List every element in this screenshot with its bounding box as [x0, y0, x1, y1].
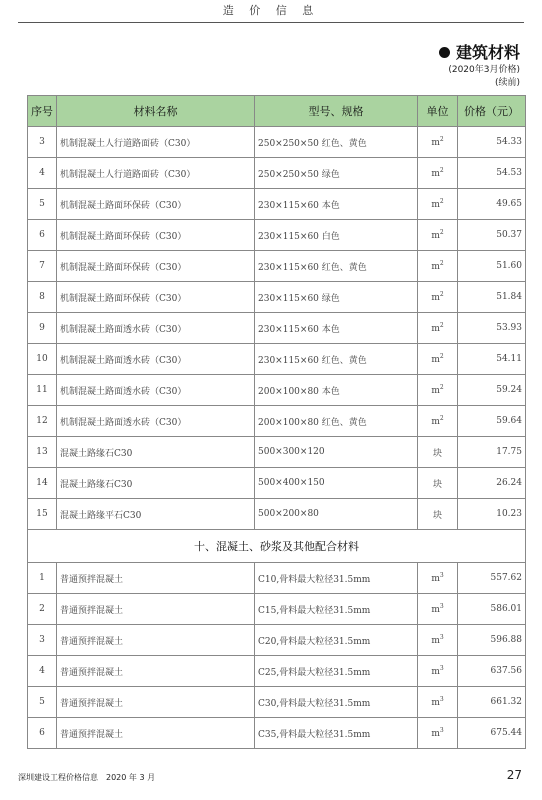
- unit-base: m: [431, 138, 440, 148]
- spec-value: 200×100×80 红色、黄色: [255, 406, 418, 437]
- unit-value: [418, 656, 458, 687]
- table-header-row: [28, 96, 526, 127]
- table-row: [28, 594, 526, 625]
- price-value: 49.65: [458, 189, 526, 220]
- unit-exponent: 2: [439, 229, 444, 236]
- material-name: 机制混凝土路面环保砖（C30）: [57, 189, 255, 220]
- table-row: [28, 468, 526, 499]
- unit-value: [418, 718, 458, 749]
- unit-base: 块: [432, 448, 442, 459]
- spec-value: 230×115×60 本色: [255, 313, 418, 344]
- unit-value: [418, 687, 458, 718]
- row-number: 13: [28, 437, 57, 468]
- row-number: 1: [28, 563, 57, 594]
- column-header-spec: 型号、规格: [255, 96, 418, 127]
- material-name: 机制混凝土路面透水砖（C30）: [57, 406, 255, 437]
- table-row: [28, 127, 526, 158]
- table-row: [28, 406, 526, 437]
- unit-base: m: [431, 200, 440, 210]
- spec-value: 230×115×60 本色: [255, 189, 418, 220]
- row-number: 4: [28, 656, 57, 687]
- unit-value: [418, 313, 458, 344]
- material-name: 普通预拌混凝土: [57, 656, 255, 687]
- unit-exponent: 3: [439, 665, 444, 672]
- material-name: 机制混凝土人行道路面砖（C30）: [57, 127, 255, 158]
- unit-base: m: [431, 355, 440, 365]
- unit-exponent: 2: [439, 291, 444, 298]
- page-header: 造 价 信 息: [222, 4, 320, 17]
- material-name: 混凝土路缘平石C30: [57, 499, 255, 530]
- spec-value: 230×115×60 红色、黄色: [255, 251, 418, 282]
- row-number: 8: [28, 282, 57, 313]
- unit-value: [418, 251, 458, 282]
- material-name: 机制混凝土人行道路面砖（C30）: [57, 158, 255, 189]
- unit-base: m: [431, 231, 440, 241]
- group-heading: 十、混凝土、砂浆及其他配合材料: [28, 530, 526, 563]
- row-number: 7: [28, 251, 57, 282]
- unit-value: [418, 282, 458, 313]
- unit-base: m: [431, 293, 440, 303]
- price-value: 557.62: [458, 563, 526, 594]
- continued-note: (续前): [494, 78, 520, 88]
- row-number: 5: [28, 189, 57, 220]
- unit-base: m: [431, 169, 440, 179]
- column-header-unit: 单位: [418, 96, 458, 127]
- section-title-text: 建筑材料: [455, 43, 520, 62]
- material-name: 普通预拌混凝土: [57, 563, 255, 594]
- price-value: 51.60: [458, 251, 526, 282]
- price-value: 59.24: [458, 375, 526, 406]
- unit-value: [418, 437, 458, 468]
- material-name: 混凝土路缘石C30: [57, 468, 255, 499]
- unit-exponent: 2: [439, 198, 444, 205]
- spec-value: C15,骨料最大粒径31.5mm: [255, 594, 418, 625]
- material-name: 机制混凝土路面环保砖（C30）: [57, 251, 255, 282]
- price-value: 54.33: [458, 127, 526, 158]
- page-number: 27: [506, 768, 522, 782]
- row-number: 3: [28, 625, 57, 656]
- unit-exponent: 2: [439, 136, 444, 143]
- table-row: [28, 687, 526, 718]
- column-header-price: 价格（元）: [458, 96, 526, 127]
- unit-exponent: 3: [439, 603, 444, 610]
- price-value: 50.37: [458, 220, 526, 251]
- spec-value: C10,骨料最大粒径31.5mm: [255, 563, 418, 594]
- price-value: 596.88: [458, 625, 526, 656]
- unit-base: m: [431, 636, 440, 646]
- unit-exponent: 2: [439, 322, 444, 329]
- spec-value: 500×300×120: [255, 437, 418, 468]
- row-number: 2: [28, 594, 57, 625]
- spec-value: 230×115×60 白色: [255, 220, 418, 251]
- unit-value: [418, 594, 458, 625]
- spec-value: 230×115×60 红色、黄色: [255, 344, 418, 375]
- spec-value: 250×250×50 绿色: [255, 158, 418, 189]
- unit-exponent: 2: [439, 260, 444, 267]
- unit-base: m: [431, 574, 440, 584]
- footer-publication: 深圳建设工程价格信息 2020 年 3 月: [18, 773, 156, 782]
- price-date: (2020年3月价格): [448, 65, 520, 75]
- unit-base: m: [431, 386, 440, 396]
- column-header-name: 材料名称: [57, 96, 255, 127]
- price-value: 586.01: [458, 594, 526, 625]
- unit-base: m: [431, 262, 440, 272]
- unit-base: m: [431, 698, 440, 708]
- material-name: 普通预拌混凝土: [57, 718, 255, 749]
- section-title: [439, 40, 520, 63]
- row-number: 10: [28, 344, 57, 375]
- price-value: 51.84: [458, 282, 526, 313]
- unit-base: 块: [432, 479, 442, 490]
- table-row: [28, 313, 526, 344]
- unit-value: [418, 344, 458, 375]
- table-row: [28, 625, 526, 656]
- table-row: [28, 499, 526, 530]
- spec-value: 500×200×80: [255, 499, 418, 530]
- table-row: [28, 251, 526, 282]
- spec-value: 230×115×60 绿色: [255, 282, 418, 313]
- material-name: 普通预拌混凝土: [57, 687, 255, 718]
- row-number: 3: [28, 127, 57, 158]
- price-value: 675.44: [458, 718, 526, 749]
- unit-exponent: 2: [439, 353, 444, 360]
- unit-exponent: 3: [439, 696, 444, 703]
- table-row: [28, 656, 526, 687]
- unit-base: m: [431, 667, 440, 677]
- table-row: [28, 344, 526, 375]
- row-number: 9: [28, 313, 57, 344]
- row-number: 6: [28, 220, 57, 251]
- unit-base: m: [431, 417, 440, 427]
- bullet-icon: [439, 47, 450, 58]
- unit-exponent: 3: [439, 572, 444, 579]
- unit-value: [418, 563, 458, 594]
- spec-value: C20,骨料最大粒径31.5mm: [255, 625, 418, 656]
- price-value: 54.53: [458, 158, 526, 189]
- row-number: 4: [28, 158, 57, 189]
- column-header-no: 序号: [28, 96, 57, 127]
- price-table: [27, 95, 526, 749]
- table-row: [28, 189, 526, 220]
- table-row: [28, 158, 526, 189]
- material-name: 机制混凝土路面环保砖（C30）: [57, 220, 255, 251]
- unit-value: [418, 127, 458, 158]
- group-heading-row: [28, 530, 526, 563]
- unit-base: 块: [432, 510, 442, 521]
- unit-exponent: 3: [439, 634, 444, 641]
- material-name: 普通预拌混凝土: [57, 625, 255, 656]
- spec-value: 500×400×150: [255, 468, 418, 499]
- spec-value: 250×250×50 红色、黄色: [255, 127, 418, 158]
- unit-value: [418, 468, 458, 499]
- row-number: 15: [28, 499, 57, 530]
- unit-value: [418, 189, 458, 220]
- table-row: [28, 220, 526, 251]
- header-rule: [18, 22, 524, 23]
- row-number: 5: [28, 687, 57, 718]
- table-row: [28, 282, 526, 313]
- table-row: [28, 375, 526, 406]
- unit-base: m: [431, 324, 440, 334]
- table-row: [28, 718, 526, 749]
- row-number: 11: [28, 375, 57, 406]
- material-name: 机制混凝土路面透水砖（C30）: [57, 313, 255, 344]
- spec-value: 200×100×80 本色: [255, 375, 418, 406]
- material-name: 机制混凝土路面透水砖（C30）: [57, 344, 255, 375]
- row-number: 12: [28, 406, 57, 437]
- unit-base: m: [431, 605, 440, 615]
- table-row: [28, 563, 526, 594]
- unit-value: [418, 158, 458, 189]
- unit-base: m: [431, 729, 440, 739]
- price-value: 59.64: [458, 406, 526, 437]
- unit-exponent: 2: [439, 415, 444, 422]
- row-number: 6: [28, 718, 57, 749]
- spec-value: C35,骨料最大粒径31.5mm: [255, 718, 418, 749]
- unit-value: [418, 625, 458, 656]
- spec-value: C30,骨料最大粒径31.5mm: [255, 687, 418, 718]
- price-value: 26.24: [458, 468, 526, 499]
- material-name: 机制混凝土路面环保砖（C30）: [57, 282, 255, 313]
- price-value: 10.23: [458, 499, 526, 530]
- material-name: 机制混凝土路面透水砖（C30）: [57, 375, 255, 406]
- table-row: [28, 437, 526, 468]
- unit-value: [418, 406, 458, 437]
- spec-value: C25,骨料最大粒径31.5mm: [255, 656, 418, 687]
- unit-value: [418, 499, 458, 530]
- unit-exponent: 3: [439, 727, 444, 734]
- material-name: 普通预拌混凝土: [57, 594, 255, 625]
- price-value: 637.56: [458, 656, 526, 687]
- unit-value: [418, 220, 458, 251]
- material-name: 混凝土路缘石C30: [57, 437, 255, 468]
- unit-value: [418, 375, 458, 406]
- price-value: 17.75: [458, 437, 526, 468]
- unit-exponent: 2: [439, 384, 444, 391]
- price-value: 54.11: [458, 344, 526, 375]
- unit-exponent: 2: [439, 167, 444, 174]
- price-value: 661.32: [458, 687, 526, 718]
- row-number: 14: [28, 468, 57, 499]
- price-value: 53.93: [458, 313, 526, 344]
